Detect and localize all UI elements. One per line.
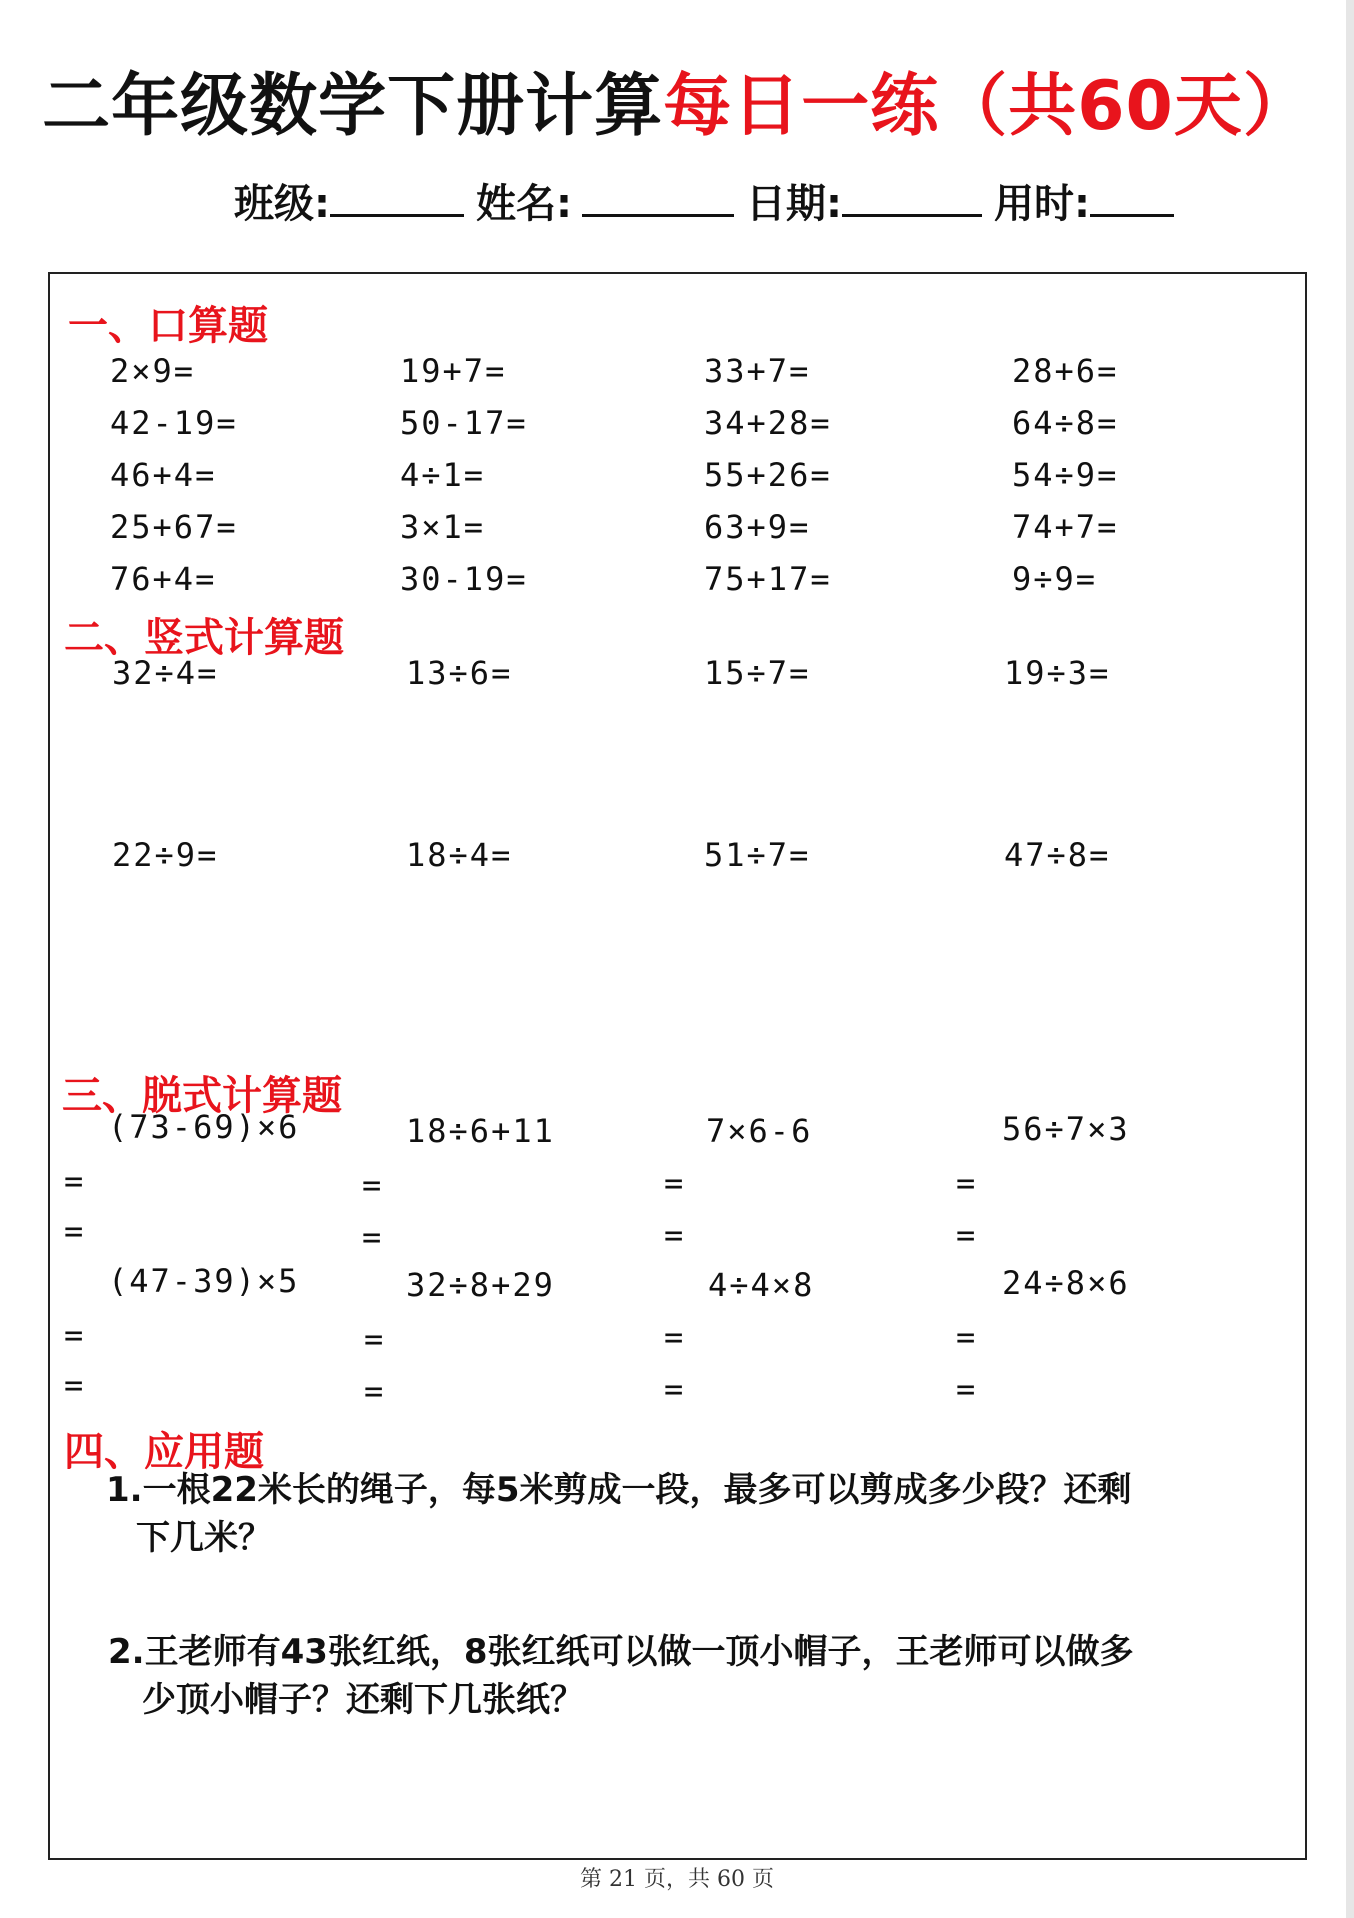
stepwise-expression: 7×6-6 [706,1112,813,1150]
equals-sign: = [64,1212,84,1250]
vertical-item: 47÷8= [1004,836,1111,874]
exercise-box [48,272,1307,1860]
title-black: 二年级数学下册计算 [42,67,664,146]
word-problem-2 [108,1628,1134,1724]
oral-item: 74+7= [1012,508,1119,546]
oral-item: 19+7= [400,352,507,390]
word-problem-2-line1: 2.王老师有43张红纸，8张红纸可以做一顶小帽子，王老师可以做多 [108,1632,1134,1672]
equals-sign: = [364,1372,384,1410]
vertical-item: 32÷4= [112,654,219,692]
vertical-item: 19÷3= [1004,654,1111,692]
oral-item: 50-17= [400,404,528,442]
equals-sign: = [664,1318,684,1356]
oral-item: 28+6= [1012,352,1119,390]
oral-item: 55+26= [704,456,832,494]
oral-item: 3×1= [400,508,486,546]
word-problem-1 [106,1466,1132,1562]
time-label: 用时: [994,181,1090,227]
equals-sign: = [664,1370,684,1408]
word-problem-1-line1: 1.一根22米长的绳子，每5米剪成一段，最多可以剪成多少段？还剩 [106,1470,1132,1510]
oral-item: 46+4= [110,456,217,494]
oral-item: 30-19= [400,560,528,598]
stepwise-expression: (47-39)×5 [108,1262,300,1300]
word-problem-1-line2: 下几米？ [136,1518,272,1558]
equals-sign: = [362,1166,382,1204]
page-edge [1346,0,1354,1918]
stepwise-expression: (73-69)×6 [108,1108,300,1146]
section-word-title: 四、应用题 [64,1428,264,1475]
word-problem-2-line2: 少顶小帽子？还剩下几张纸？ [142,1680,584,1720]
vertical-item: 51÷7= [704,836,811,874]
equals-sign: = [956,1370,976,1408]
name-label: 姓名: [476,181,572,227]
vertical-item: 22÷9= [112,836,219,874]
oral-item: 63+9= [704,508,811,546]
vertical-item: 13÷6= [406,654,513,692]
oral-item: 33+7= [704,352,811,390]
oral-item: 42-19= [110,404,238,442]
section-oral-title: 一、口算题 [68,302,268,349]
equals-sign: = [64,1316,84,1354]
stepwise-expression: 56÷7×3 [1002,1110,1130,1148]
page-footer: 第 21 页，共 60 页 [580,1867,774,1892]
equals-sign: = [64,1366,84,1404]
oral-item: 64÷8= [1012,404,1119,442]
section-vertical-title: 二、竖式计算题 [64,614,344,661]
oral-item: 54÷9= [1012,456,1119,494]
class-blank[interactable] [330,184,464,217]
time-blank[interactable] [1090,184,1174,217]
stepwise-expression: 32÷8+29 [406,1266,555,1304]
vertical-item: 18÷4= [406,836,513,874]
student-info-line [234,172,1186,229]
equals-sign: = [956,1318,976,1356]
oral-item: 4÷1= [400,456,486,494]
section-stepwise-title: 三、脱式计算题 [62,1072,342,1119]
page-title [0,52,1354,149]
equals-sign: = [956,1164,976,1202]
oral-item: 76+4= [110,560,217,598]
oral-item: 25+67= [110,508,238,546]
oral-item: 9÷9= [1012,560,1098,598]
stepwise-expression: 24÷8×6 [1002,1264,1130,1302]
stepwise-expression: 4÷4×8 [708,1266,815,1304]
equals-sign: = [664,1216,684,1254]
equals-sign: = [664,1164,684,1202]
equals-sign: = [64,1162,84,1200]
title-red: 每日一练（共60天） [663,67,1312,146]
class-label: 班级: [234,181,330,227]
stepwise-expression: 18÷6+11 [406,1112,555,1150]
date-blank[interactable] [842,184,982,217]
equals-sign: = [956,1216,976,1254]
oral-item: 34+28= [704,404,832,442]
name-blank[interactable] [582,184,734,217]
equals-sign: = [364,1320,384,1358]
date-label: 日期: [746,181,842,227]
equals-sign: = [362,1218,382,1256]
oral-item: 75+17= [704,560,832,598]
oral-item: 2×9= [110,352,196,390]
vertical-item: 15÷7= [704,654,811,692]
